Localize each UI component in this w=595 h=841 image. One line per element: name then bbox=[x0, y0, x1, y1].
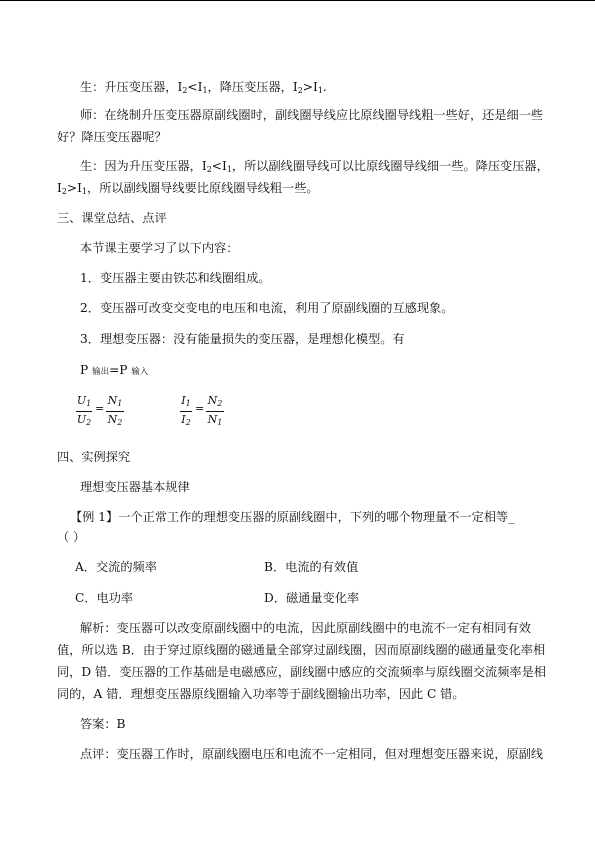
subscript: 2 bbox=[182, 86, 188, 95]
fraction-bar bbox=[180, 411, 192, 412]
teacher-question-line-1: 师：在绕制升压变压器原副线圈时，副线圈导线应比原线圈导线粗一些好，还是细一些 bbox=[80, 108, 544, 122]
denominator: $N_2$ bbox=[107, 413, 123, 427]
text: <I bbox=[187, 80, 203, 94]
text: ，所以副线圈导线可以比原线圈导线细一些。降压变压器， bbox=[231, 159, 549, 173]
subscript: 1 bbox=[202, 86, 208, 95]
fraction-u1-u2 bbox=[76, 394, 92, 429]
fraction-bar bbox=[76, 411, 92, 412]
numerator: $N_2$ bbox=[207, 394, 223, 408]
analysis-line-2: 值，所以选 B．由于穿过原线圈的磁通量全部穿过副线圈，因而原副线圈的磁通量变化率相 bbox=[57, 643, 546, 657]
fraction-i1-i2 bbox=[180, 394, 192, 429]
numerator: $N_1$ bbox=[107, 394, 123, 408]
text: >I bbox=[302, 80, 318, 94]
text: 生：升压变压器，I bbox=[80, 80, 183, 94]
option-b: B．电流的有效值 bbox=[264, 560, 359, 574]
subscript-label: 输出 bbox=[92, 367, 110, 377]
subscript: 1 bbox=[317, 86, 323, 95]
text: P bbox=[80, 363, 93, 377]
numerator: $I_1$ bbox=[181, 394, 191, 408]
numerator: $U_1$ bbox=[76, 394, 92, 408]
subscript: 2 bbox=[297, 86, 303, 95]
teacher-question-line-2: 好？降压变压器呢？ bbox=[57, 130, 167, 144]
page-top-rule bbox=[0, 0, 595, 1]
section-heading-3: 三、课堂总结、点评 bbox=[57, 211, 167, 225]
text: =P bbox=[109, 363, 132, 377]
summary-intro: 本节课主要学习了以下内容： bbox=[80, 241, 239, 255]
option-a: A．交流的频率 bbox=[75, 560, 157, 574]
equals-sign: = bbox=[195, 402, 205, 415]
text: >I bbox=[66, 181, 82, 195]
student-answer-2-line-1 bbox=[80, 158, 549, 178]
equals-sign: = bbox=[95, 402, 105, 415]
analysis-line-4: 同的，A 错．理想变压器原线圈输入功率等于副线圈输出功率，因此 C 错。 bbox=[57, 687, 465, 701]
option-d: D．磁通量变化率 bbox=[264, 591, 360, 605]
example-1-line-2: （ ） bbox=[57, 530, 86, 544]
example-1-line-1: 【例 1】一个正常工作的理想变压器的原副线圈中，下列的哪个物理量不一定相等_ bbox=[70, 510, 515, 524]
option-c: C．电功率 bbox=[75, 591, 134, 605]
subscript: 2 bbox=[61, 187, 67, 196]
student-answer-2-line-2 bbox=[57, 180, 319, 200]
denominator: $I_2$ bbox=[181, 413, 191, 427]
fraction-n2-n1 bbox=[206, 394, 224, 429]
text: ，降压变压器，I bbox=[207, 80, 298, 94]
section-heading-4: 四、实例探究 bbox=[57, 450, 131, 464]
fraction-bar bbox=[106, 411, 124, 412]
power-equation bbox=[80, 362, 148, 380]
summary-item-3: 3．理想变压器：没有能量损失的变压器，是理想化模型。有 bbox=[80, 332, 405, 346]
summary-item-1: 1．变压器主要由铁芯和线圈组成。 bbox=[80, 271, 271, 285]
text: <I bbox=[211, 159, 227, 173]
analysis-line-3: 同，D 错．变压器的工作基础是电磁感应，副线圈中感应的交流频率与原线圈交流频率是相 bbox=[57, 665, 546, 679]
comment-line-1: 点评：变压器工作时，原副线圈电压和电流不一定相同，但对理想变压器来说，原副线 bbox=[80, 747, 544, 761]
text: 生：因为升压变压器，I bbox=[80, 159, 207, 173]
analysis-line-1: 解析：变压器可以改变原副线圈中的电流，因此原副线圈中的电流不一定有相同有效 bbox=[80, 621, 531, 635]
fraction-bar bbox=[206, 411, 224, 412]
subscript: 2 bbox=[206, 165, 212, 174]
answer: 答案：B bbox=[80, 717, 126, 731]
denominator: $U_2$ bbox=[76, 413, 92, 427]
fraction-n1-n2 bbox=[106, 394, 124, 429]
subscript: 1 bbox=[81, 187, 88, 196]
text: ，所以副线圈导线要比原线圈导线粗一些。 bbox=[87, 181, 319, 195]
text: . bbox=[322, 80, 327, 94]
summary-item-2: 2．变压器可改变交变电的电压和电流，利用了原副线圈的互感现象。 bbox=[80, 301, 454, 315]
subscript: 1 bbox=[226, 165, 232, 174]
text: I bbox=[57, 181, 62, 195]
subscript-label: 输入 bbox=[131, 367, 149, 377]
student-answer-1 bbox=[80, 79, 327, 99]
topic-subtitle: 理想变压器基本规律 bbox=[80, 480, 190, 494]
denominator: $N_1$ bbox=[207, 413, 223, 427]
